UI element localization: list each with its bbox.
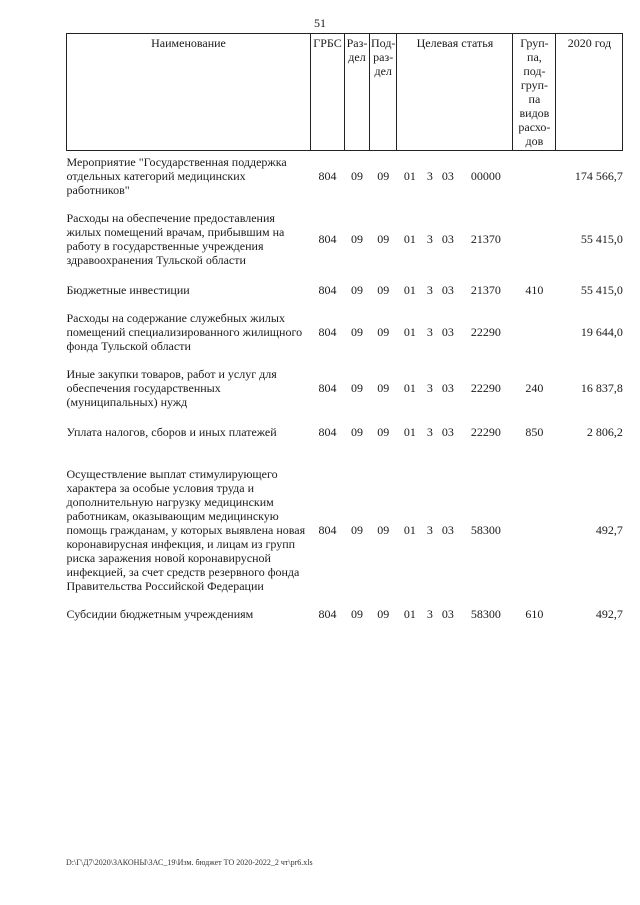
row-target-2: 3: [426, 232, 433, 246]
row-expense-group: [513, 301, 556, 357]
header-razdel: Раз- дел: [345, 34, 370, 151]
row-target-2: 3: [426, 169, 433, 183]
header-year: 2020 год: [556, 34, 623, 151]
row-target-3: 03: [441, 381, 454, 395]
row-target-2: 3: [426, 607, 433, 621]
row-sum: 19 644,0: [580, 325, 623, 339]
row-sum: 2 806,2: [586, 425, 623, 439]
row-podrazdel: 09: [377, 169, 390, 183]
table-row: [67, 413, 623, 443]
row-grbs: 804: [318, 325, 337, 339]
row-target-1: 01: [403, 381, 416, 395]
row-name: Расходы на содержание служебных жилых помещений специализированного жилищного фонда Тульской области: [66, 311, 303, 353]
row-razdel: 09: [351, 607, 363, 621]
row-target-4: 21370: [470, 232, 501, 246]
row-podrazdel: 09: [377, 425, 390, 439]
row-target-2: 3: [426, 325, 433, 339]
table-body: [67, 151, 623, 626]
row-target-4: 58300: [470, 607, 501, 621]
row-target-2: 3: [426, 523, 433, 537]
table-row: [67, 357, 623, 413]
row-sum: 55 415,0: [580, 283, 623, 297]
row-expense-group: [513, 151, 556, 202]
row-target-1: 01: [403, 283, 416, 297]
row-podrazdel: 09: [377, 283, 390, 297]
row-target-1: 01: [403, 232, 416, 246]
table-row: [67, 301, 623, 357]
row-target-4: 22290: [470, 325, 501, 339]
row-target-2: 3: [426, 425, 433, 439]
row-sum: 16 837,8: [580, 381, 623, 395]
row-razdel: 09: [351, 169, 363, 183]
row-expense-group: 850: [525, 425, 544, 439]
header-group: Груп- па, под- груп- па видов расхо- дов: [513, 34, 556, 151]
row-grbs: 804: [318, 283, 337, 297]
row-target-3: 03: [441, 523, 454, 537]
row-expense-group: [513, 201, 556, 271]
row-target-4: 58300: [470, 523, 501, 537]
row-expense-group: 240: [525, 381, 544, 395]
row-target-3: 03: [441, 169, 454, 183]
row-grbs: 804: [318, 607, 337, 621]
budget-table-wrapper: [66, 33, 623, 625]
row-name: Субсидии бюджетным учреждениям: [66, 607, 254, 621]
row-razdel: 09: [351, 523, 363, 537]
row-target-3: 03: [441, 232, 454, 246]
row-name: Уплата налогов, сборов и иных платежей: [66, 425, 277, 439]
row-podrazdel: 09: [377, 523, 390, 537]
row-razdel: 09: [351, 381, 363, 395]
row-podrazdel: 09: [377, 381, 390, 395]
row-target-4: 22290: [470, 425, 501, 439]
row-target-3: 03: [441, 425, 454, 439]
row-expense-group: 410: [525, 283, 544, 297]
footer-file-path: D:\Г\Д7\2020\ЗАКОНЫ\ЗАС_19\Изм. бюджет ТО 2020-2022_2 чт\pr6.xls: [66, 858, 313, 867]
row-grbs: 804: [318, 381, 337, 395]
row-name: Иные закупки товаров, работ и услуг для обеспечения государственных (муниципальных) нужд: [66, 367, 277, 409]
row-grbs: 804: [318, 425, 337, 439]
header-podrazdel: Под- раз- дел: [370, 34, 397, 151]
row-sum: 492,7: [595, 523, 623, 537]
row-razdel: 09: [351, 232, 363, 246]
table-row: [67, 271, 623, 301]
row-target-2: 3: [426, 283, 433, 297]
row-target-1: 01: [403, 325, 416, 339]
row-target-1: 01: [403, 425, 416, 439]
header-target: Целевая статья: [397, 34, 513, 151]
row-name: Мероприятие "Государственная поддержка отдельных категорий медицинских работников": [66, 155, 287, 197]
row-name: Расходы на обеспечение предоставления жилых помещений врачам, прибывшим на работу в государственные учреждения здравоохранения Тульской области: [66, 211, 285, 267]
row-razdel: 09: [351, 425, 363, 439]
row-target-1: 01: [403, 523, 416, 537]
budget-table: [66, 33, 623, 625]
row-podrazdel: 09: [377, 232, 390, 246]
row-sum: 492,7: [595, 607, 623, 621]
row-target-1: 01: [403, 169, 416, 183]
row-razdel: 09: [351, 325, 363, 339]
row-grbs: 804: [318, 523, 337, 537]
row-target-3: 03: [441, 325, 454, 339]
row-target-1: 01: [403, 607, 416, 621]
row-target-4: 00000: [470, 169, 501, 183]
header-grbs: ГРБС: [311, 34, 345, 151]
row-target-4: 21370: [470, 283, 501, 297]
row-name: Осуществление выплат стимулирующего характера за особые условия труда и дополнительную нагрузку медицинским работникам, оказывающим медицинскую помощь гражданам, у которых выявлена новая коронавирусная инфекция, и лицам из групп риска заражения новой коронавирусной инфекцией, за счет средств резервного фонда Правительства Российской Федерации: [66, 467, 306, 593]
row-expense-group: 610: [525, 607, 544, 621]
page-number: 51: [314, 16, 326, 30]
row-podrazdel: 09: [377, 607, 390, 621]
row-target-4: 22290: [470, 381, 501, 395]
table-row: [67, 443, 623, 597]
row-grbs: 804: [318, 232, 337, 246]
row-target-3: 03: [441, 607, 454, 621]
row-razdel: 09: [351, 283, 363, 297]
row-name: Бюджетные инвестиции: [66, 283, 190, 297]
row-grbs: 804: [318, 169, 337, 183]
table-header-row: [67, 34, 623, 151]
header-name: Наименование: [67, 34, 311, 151]
row-target-3: 03: [441, 283, 454, 297]
table-row: [67, 151, 623, 202]
row-sum: 55 415,0: [580, 232, 623, 246]
table-row: [67, 201, 623, 271]
table-row: [67, 597, 623, 625]
row-podrazdel: 09: [377, 325, 390, 339]
row-sum: 174 566,7: [574, 169, 623, 183]
row-target-2: 3: [426, 381, 433, 395]
row-expense-group: [513, 443, 556, 597]
